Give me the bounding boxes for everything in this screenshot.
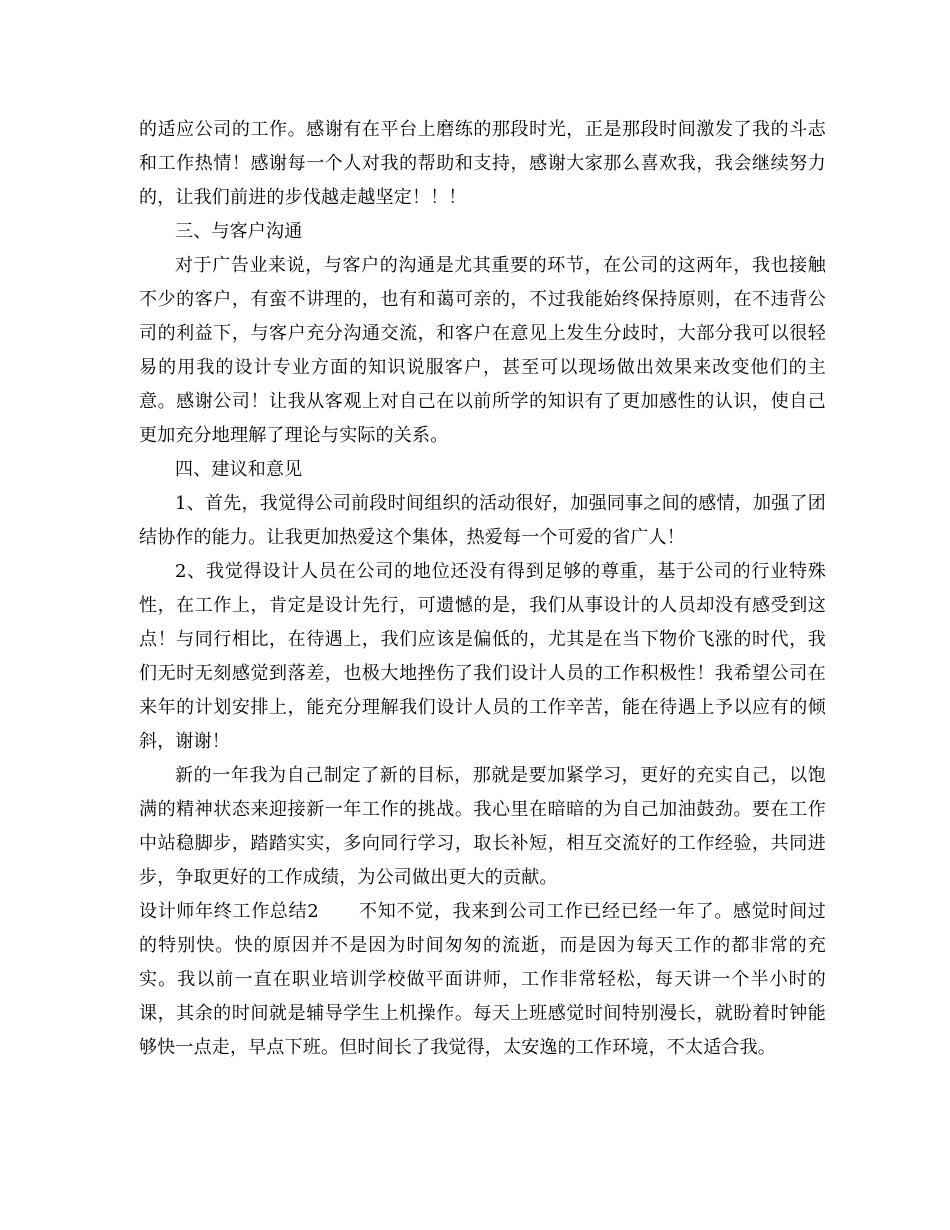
section-2-title: 设计师年终工作总结2	[139, 901, 319, 922]
section-heading-suggestions: 四、建议和意见	[175, 459, 303, 480]
section-2-body: 不知不觉，我来到公司工作已经已经一年了。感觉时间过的特别快。快的原因并不是因为时间匆匆的流逝，而是因为每天工作的都非常的充实。我以前一直在职业培训学校做平面讲师，工作非常轻松，每天讲一个半小时的课，其余的时间就是辅导学生上机操作。每天上班感觉时间特别漫长，就盼着时钟能够快一点走，早点下班。但时间长了我觉得，太安逸的工作环境，不太适合我。	[139, 901, 827, 1058]
section-2-paragraph	[139, 895, 826, 1065]
paragraph-suggestion-1: 1、首先，我觉得公司前段时间组织的活动很好，加强同事之间的感情，加强了团结协作的能力。让我更加热爱这个集体，热爱每一个可爱的省广人！	[139, 493, 826, 548]
paragraph-suggestion-2: 2、我觉得设计人员在公司的地位还没有得到足够的尊重，基于公司的行业特殊性，在工作上，肯定是设计先行，可遗憾的是，我们从事设计的人员却没有感受到这点！与同行相比，在待遇上，我们应该是偏低的，尤其是在当下物价飞涨的时代，我们无时无刻感觉到落差，也极大地挫伤了我们设计人员的工作积极性！我希望公司在来年的计划安排上，能充分理解我们设计人员的工作辛苦，能在待遇上予以应有的倾斜，谢谢！	[139, 561, 826, 752]
paragraph-continuation: 的适应公司的工作。感谢有在平台上磨练的那段时光，正是那段时间激发了我的斗志和工作热情！感谢每一个人对我的帮助和支持，感谢大家那么喜欢我，我会继续努力的，让我们前进的步伐越走越坚定！！！	[139, 119, 826, 208]
section-heading-customer-communication: 三、与客户沟通	[175, 221, 303, 242]
paragraph-customer-communication: 对于广告业来说，与客户的沟通是尤其重要的环节，在公司的这两年，我也接触不少的客户，有蛮不讲理的，也有和蔼可亲的，不过我能始终保持原则，在不违背公司的利益下，与客户充分沟通交流，和客户在意见上发生分歧时，大部分我可以很轻易的用我的设计专业方面的知识说服客户，甚至可以现场做出效果来改变他们的主意。感谢公司！让我从客观上对自己在以前所学的知识有了更加感性的认识，使自己更加充分地理解了理论与实际的关系。	[139, 255, 826, 446]
paragraph-new-year-goals: 新的一年我为自己制定了新的目标，那就是要加紧学习，更好的充实自己，以饱满的精神状态来迎接新一年工作的挑战。我心里在暗暗的为自己加油鼓劲。要在工作中站稳脚步，踏踏实实，多向同行学习，取长补短，相互交流好的工作经验，共同进步，争取更好的工作成绩，为公司做出更大的贡献。	[139, 765, 826, 888]
